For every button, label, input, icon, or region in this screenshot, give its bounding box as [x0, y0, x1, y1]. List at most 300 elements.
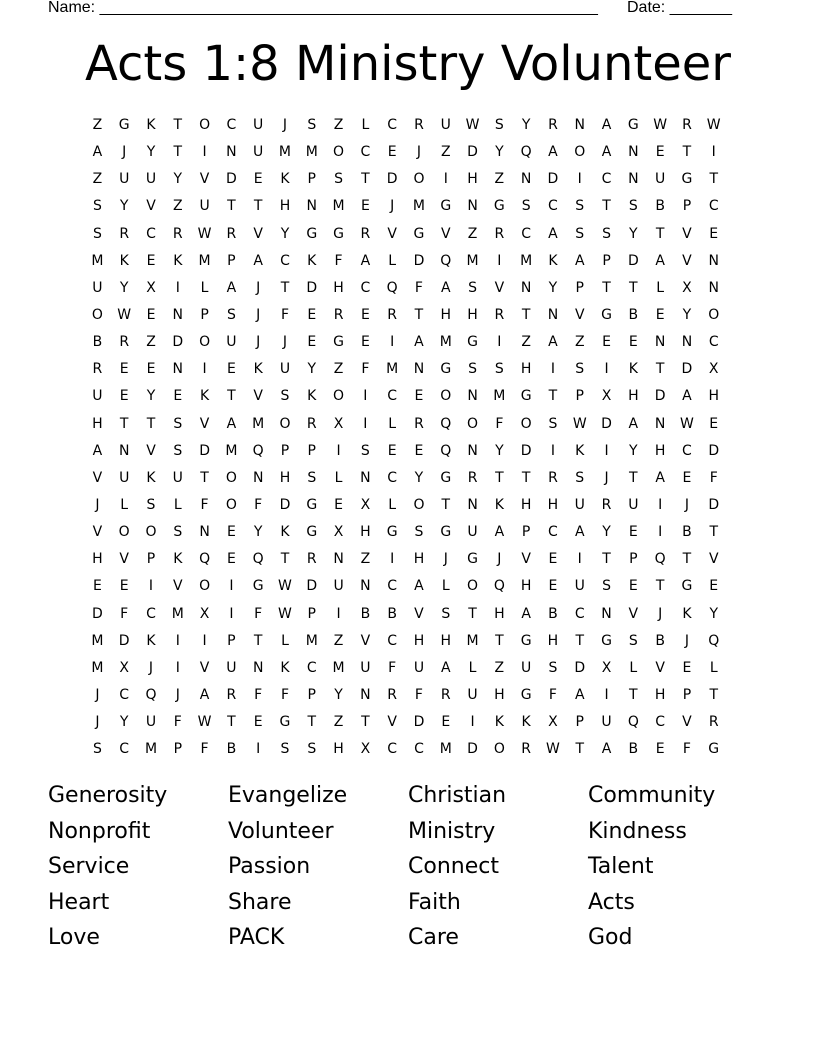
grid-letter[interactable]: D — [654, 388, 666, 405]
grid-letter[interactable]: P — [227, 252, 236, 269]
grid-letter[interactable]: S — [575, 198, 585, 215]
grid-letter[interactable]: Y — [119, 714, 129, 731]
grid-letter[interactable]: T — [495, 469, 504, 486]
grid-letter[interactable]: W — [546, 741, 560, 758]
grid-letter[interactable]: C — [306, 659, 317, 676]
grid-letter[interactable]: P — [307, 171, 316, 188]
grid-letter[interactable]: K — [682, 605, 692, 622]
grid-letter[interactable]: T — [709, 524, 718, 541]
grid-letter[interactable]: A — [440, 659, 451, 676]
grid-letter[interactable]: B — [387, 605, 397, 622]
grid-letter[interactable]: Q — [145, 686, 157, 703]
grid-letter[interactable]: A — [655, 469, 665, 486]
grid-letter[interactable]: U — [574, 578, 585, 595]
grid-letter[interactable]: G — [681, 578, 693, 595]
grid-letter[interactable]: C — [387, 117, 398, 133]
grid-letter[interactable]: L — [120, 496, 129, 513]
grid-letter[interactable]: J — [390, 198, 395, 215]
grid-letter[interactable]: L — [468, 659, 477, 676]
grid-letter[interactable]: Z — [333, 632, 344, 649]
grid-letter[interactable]: T — [173, 144, 183, 161]
grid-letter[interactable]: I — [604, 686, 609, 703]
grid-letter[interactable]: G — [681, 171, 693, 188]
grid-letter[interactable]: L — [200, 279, 209, 296]
grid-letter[interactable]: E — [360, 198, 370, 215]
grid-letter[interactable]: L — [334, 469, 343, 486]
grid-letter[interactable]: I — [229, 605, 234, 622]
grid-letter[interactable]: T — [307, 714, 317, 731]
grid-letter[interactable]: E — [146, 306, 156, 323]
grid-letter[interactable]: O — [279, 415, 291, 432]
grid-letter[interactable]: P — [173, 741, 183, 758]
grid-letter[interactable]: U — [92, 388, 103, 405]
grid-letter[interactable]: E — [360, 306, 370, 323]
grid-letter[interactable]: R — [92, 361, 103, 378]
grid-letter[interactable]: A — [655, 252, 665, 269]
grid-letter[interactable]: P — [602, 252, 611, 269]
grid-letter[interactable]: T — [655, 361, 665, 378]
grid-letter[interactable]: I — [202, 361, 207, 378]
grid-letter[interactable]: T — [361, 714, 370, 731]
grid-letter[interactable]: V — [440, 225, 451, 242]
grid-letter[interactable]: L — [388, 415, 397, 432]
grid-letter[interactable]: S — [602, 225, 611, 242]
grid-letter[interactable]: H — [440, 306, 452, 323]
grid-letter[interactable]: M — [439, 334, 452, 351]
grid-letter[interactable]: G — [413, 225, 425, 242]
grid-letter[interactable]: V — [682, 252, 692, 269]
grid-letter[interactable]: Q — [252, 551, 264, 568]
grid-letter[interactable]: Q — [654, 551, 666, 568]
grid-letter[interactable]: K — [494, 714, 504, 731]
grid-letter[interactable]: D — [467, 741, 478, 758]
grid-letter[interactable]: M — [91, 632, 104, 649]
grid-letter[interactable]: D — [199, 442, 210, 459]
grid-letter[interactable]: W — [572, 415, 587, 432]
grid-letter[interactable]: C — [387, 578, 398, 595]
grid-letter[interactable]: P — [575, 714, 584, 731]
grid-letter[interactable]: E — [307, 334, 317, 351]
grid-letter[interactable]: R — [414, 415, 424, 432]
grid-letter[interactable]: X — [708, 361, 719, 378]
grid-letter[interactable]: Z — [333, 714, 344, 731]
grid-letter[interactable]: Z — [333, 117, 344, 133]
grid-letter[interactable]: H — [494, 605, 505, 622]
grid-letter[interactable]: C — [387, 388, 398, 405]
grid-letter[interactable]: Y — [629, 442, 638, 459]
grid-letter[interactable]: M — [439, 741, 452, 758]
grid-letter[interactable]: Z — [574, 334, 585, 351]
grid-letter[interactable]: C — [280, 252, 290, 269]
grid-letter[interactable]: E — [387, 442, 397, 459]
grid-letter[interactable]: H — [520, 361, 532, 378]
grid-letter[interactable]: S — [307, 117, 317, 133]
grid-letter[interactable]: K — [307, 252, 317, 269]
grid-letter[interactable]: U — [92, 279, 103, 296]
grid-letter[interactable]: Y — [495, 442, 504, 459]
grid-letter[interactable]: B — [682, 524, 692, 541]
grid-letter[interactable]: Y — [495, 144, 504, 161]
grid-letter[interactable]: Q — [252, 442, 264, 459]
grid-letter[interactable]: E — [226, 551, 236, 568]
grid-letter[interactable]: E — [628, 524, 638, 541]
grid-letter[interactable]: T — [253, 632, 263, 649]
grid-letter[interactable]: L — [709, 659, 718, 676]
grid-letter[interactable]: K — [521, 714, 531, 731]
grid-letter[interactable]: V — [92, 469, 103, 486]
grid-letter[interactable]: P — [307, 686, 316, 703]
grid-letter[interactable]: R — [708, 714, 719, 731]
grid-letter[interactable]: D — [708, 496, 720, 513]
grid-letter[interactable]: E — [226, 361, 236, 378]
grid-letter[interactable]: S — [92, 198, 102, 215]
grid-letter[interactable]: N — [360, 469, 371, 486]
grid-letter[interactable]: Z — [467, 225, 478, 242]
grid-letter[interactable]: S — [360, 442, 370, 459]
grid-letter[interactable]: K — [280, 659, 290, 676]
grid-letter[interactable]: G — [440, 524, 452, 541]
grid-letter[interactable]: E — [253, 171, 263, 188]
grid-letter[interactable]: D — [279, 496, 291, 513]
grid-letter[interactable]: K — [146, 632, 156, 649]
grid-letter[interactable]: A — [601, 144, 612, 161]
grid-letter[interactable]: K — [253, 361, 263, 378]
grid-letter[interactable]: T — [227, 714, 236, 731]
grid-letter[interactable]: H — [413, 632, 425, 649]
grid-letter[interactable]: I — [497, 334, 502, 351]
grid-letter[interactable]: H — [333, 279, 344, 296]
grid-letter[interactable]: C — [521, 225, 532, 242]
grid-letter[interactable]: H — [92, 415, 103, 432]
grid-letter[interactable]: U — [628, 496, 639, 513]
grid-letter[interactable]: F — [709, 469, 718, 486]
grid-letter[interactable]: C — [119, 741, 130, 758]
grid-letter[interactable]: J — [175, 686, 180, 703]
grid-letter[interactable]: X — [360, 741, 371, 758]
grid-letter[interactable]: C — [601, 171, 612, 188]
grid-letter[interactable]: D — [520, 442, 532, 459]
grid-letter[interactable]: N — [226, 144, 237, 161]
grid-letter[interactable]: M — [252, 415, 265, 432]
grid-letter[interactable]: J — [95, 496, 100, 513]
grid-letter[interactable]: F — [548, 686, 557, 703]
grid-letter[interactable]: J — [282, 117, 288, 133]
grid-letter[interactable]: T — [602, 198, 611, 215]
grid-letter[interactable]: I — [390, 551, 395, 568]
grid-letter[interactable]: X — [548, 714, 558, 731]
grid-letter[interactable]: A — [628, 415, 639, 432]
grid-letter[interactable]: N — [520, 171, 532, 188]
grid-letter[interactable]: T — [709, 171, 718, 188]
grid-letter[interactable]: V — [574, 306, 585, 323]
grid-letter[interactable]: C — [387, 469, 398, 486]
grid-letter[interactable]: R — [467, 469, 478, 486]
grid-letter[interactable]: E — [602, 334, 611, 351]
grid-letter[interactable]: N — [628, 144, 639, 161]
grid-letter[interactable]: Q — [199, 551, 211, 568]
grid-letter[interactable]: A — [521, 605, 531, 622]
grid-letter[interactable]: E — [307, 306, 317, 323]
grid-letter[interactable]: S — [548, 415, 558, 432]
grid-letter[interactable]: Y — [280, 225, 290, 242]
grid-letter[interactable]: G — [601, 306, 612, 323]
grid-letter[interactable]: Y — [173, 171, 183, 188]
grid-letter[interactable]: T — [173, 117, 183, 133]
grid-letter[interactable]: O — [440, 388, 452, 405]
grid-letter[interactable]: K — [199, 388, 210, 405]
grid-letter[interactable]: P — [575, 279, 584, 296]
grid-letter[interactable]: V — [146, 442, 156, 459]
grid-letter[interactable]: C — [119, 686, 130, 703]
grid-letter[interactable]: E — [548, 551, 558, 568]
grid-letter[interactable]: I — [577, 171, 582, 188]
grid-letter[interactable]: H — [279, 469, 291, 486]
grid-letter[interactable]: T — [629, 686, 638, 703]
grid-letter[interactable]: C — [360, 144, 371, 161]
grid-letter[interactable]: S — [468, 279, 477, 296]
grid-letter[interactable]: Z — [440, 144, 451, 161]
grid-letter[interactable]: S — [575, 225, 585, 242]
grid-letter[interactable]: U — [199, 198, 210, 215]
grid-letter[interactable]: M — [305, 632, 318, 649]
grid-letter[interactable]: V — [253, 225, 263, 242]
grid-letter[interactable]: V — [387, 714, 397, 731]
grid-letter[interactable]: D — [306, 578, 318, 595]
grid-letter[interactable]: T — [682, 144, 692, 161]
grid-letter[interactable]: G — [520, 686, 532, 703]
grid-letter[interactable]: Z — [494, 659, 505, 676]
grid-letter[interactable]: U — [521, 659, 532, 676]
grid-letter[interactable]: U — [467, 524, 478, 541]
grid-letter[interactable]: A — [92, 144, 103, 161]
grid-letter[interactable]: T — [119, 415, 129, 432]
grid-letter[interactable]: O — [225, 469, 237, 486]
grid-letter[interactable]: V — [199, 659, 210, 676]
grid-letter[interactable]: F — [254, 496, 263, 513]
grid-letter[interactable]: R — [172, 225, 183, 242]
grid-letter[interactable]: H — [92, 551, 103, 568]
grid-letter[interactable]: N — [360, 686, 371, 703]
grid-letter[interactable]: F — [334, 252, 343, 269]
grid-letter[interactable]: F — [254, 686, 263, 703]
grid-letter[interactable]: P — [575, 388, 584, 405]
grid-letter[interactable]: N — [467, 442, 478, 459]
grid-letter[interactable]: E — [146, 361, 156, 378]
grid-letter[interactable]: R — [548, 117, 558, 133]
grid-letter[interactable]: K — [280, 171, 290, 188]
grid-letter[interactable]: F — [254, 605, 263, 622]
grid-letter[interactable]: S — [307, 469, 317, 486]
grid-letter[interactable]: P — [227, 632, 236, 649]
grid-letter[interactable]: V — [119, 551, 129, 568]
grid-letter[interactable]: U — [172, 469, 183, 486]
grid-letter[interactable]: I — [175, 659, 180, 676]
grid-letter[interactable]: Y — [307, 361, 317, 378]
grid-letter[interactable]: D — [413, 252, 425, 269]
grid-letter[interactable]: V — [708, 551, 719, 568]
grid-letter[interactable]: A — [440, 279, 451, 296]
grid-letter[interactable]: Y — [602, 524, 611, 541]
grid-letter[interactable]: J — [256, 334, 261, 351]
grid-letter[interactable]: R — [387, 686, 398, 703]
grid-letter[interactable]: E — [682, 659, 692, 676]
grid-letter[interactable]: Y — [629, 225, 638, 242]
grid-letter[interactable]: A — [574, 252, 585, 269]
grid-letter[interactable]: N — [654, 334, 666, 351]
grid-letter[interactable]: Y — [682, 306, 692, 323]
grid-letter[interactable]: G — [386, 524, 398, 541]
grid-letter[interactable]: W — [197, 714, 212, 731]
grid-letter[interactable]: E — [414, 442, 424, 459]
grid-letter[interactable]: M — [91, 252, 104, 269]
grid-letter[interactable]: T — [629, 469, 638, 486]
grid-letter[interactable]: Y — [146, 144, 156, 161]
grid-letter[interactable]: Y — [414, 469, 424, 486]
grid-letter[interactable]: A — [414, 334, 424, 351]
grid-letter[interactable]: I — [390, 334, 395, 351]
grid-letter[interactable]: V — [628, 605, 639, 622]
grid-letter[interactable]: S — [146, 496, 156, 513]
grid-letter[interactable]: E — [709, 415, 719, 432]
grid-letter[interactable]: M — [412, 198, 425, 215]
grid-letter[interactable]: M — [305, 144, 318, 161]
grid-letter[interactable]: Y — [253, 524, 263, 541]
grid-letter[interactable]: U — [119, 171, 130, 188]
grid-letter[interactable]: D — [413, 714, 425, 731]
grid-letter[interactable]: Q — [627, 714, 639, 731]
grid-letter[interactable]: I — [470, 714, 475, 731]
grid-letter[interactable]: F — [173, 714, 182, 731]
grid-letter[interactable]: E — [253, 714, 263, 731]
grid-letter[interactable]: T — [575, 632, 585, 649]
grid-letter[interactable]: X — [682, 279, 692, 296]
grid-letter[interactable]: F — [414, 686, 423, 703]
grid-letter[interactable]: M — [466, 632, 479, 649]
grid-letter[interactable]: G — [440, 469, 452, 486]
grid-letter[interactable]: A — [548, 144, 558, 161]
grid-letter[interactable]: O — [413, 496, 425, 513]
grid-letter[interactable]: F — [280, 686, 289, 703]
grid-letter[interactable]: S — [226, 306, 236, 323]
grid-letter[interactable]: I — [363, 388, 368, 405]
grid-letter[interactable]: I — [202, 144, 207, 161]
grid-letter[interactable]: P — [521, 524, 531, 541]
grid-letter[interactable]: D — [708, 442, 720, 459]
grid-letter[interactable]: A — [548, 225, 558, 242]
grid-letter[interactable]: L — [173, 496, 182, 513]
grid-letter[interactable]: I — [658, 524, 663, 541]
grid-letter[interactable]: H — [360, 524, 371, 541]
grid-letter[interactable]: S — [173, 415, 183, 432]
grid-letter[interactable]: G — [493, 198, 505, 215]
grid-letter[interactable]: V — [682, 714, 692, 731]
grid-letter[interactable]: A — [494, 524, 505, 541]
grid-letter[interactable]: O — [199, 117, 211, 133]
grid-letter[interactable]: I — [711, 144, 716, 161]
grid-letter[interactable]: D — [172, 334, 184, 351]
grid-letter[interactable]: E — [548, 578, 558, 595]
grid-letter[interactable]: I — [175, 279, 180, 296]
grid-letter[interactable]: J — [148, 659, 154, 676]
grid-letter[interactable]: C — [414, 741, 424, 758]
grid-letter[interactable]: X — [360, 496, 371, 513]
grid-letter[interactable]: A — [574, 686, 585, 703]
grid-letter[interactable]: D — [306, 279, 318, 296]
grid-letter[interactable]: R — [306, 415, 317, 432]
grid-letter[interactable]: V — [655, 659, 665, 676]
grid-letter[interactable]: F — [414, 279, 423, 296]
grid-letter[interactable]: P — [307, 442, 316, 459]
grid-letter[interactable]: D — [386, 171, 398, 188]
grid-letter[interactable]: H — [494, 686, 505, 703]
grid-letter[interactable]: G — [467, 551, 478, 568]
grid-letter[interactable]: E — [414, 388, 424, 405]
grid-letter[interactable]: T — [280, 551, 290, 568]
grid-letter[interactable]: Q — [440, 252, 452, 269]
grid-letter[interactable]: I — [148, 578, 154, 595]
grid-letter[interactable]: V — [414, 605, 424, 622]
grid-letter[interactable]: G — [118, 117, 130, 133]
grid-letter[interactable]: B — [548, 605, 558, 622]
grid-letter[interactable]: X — [199, 605, 210, 622]
grid-letter[interactable]: J — [443, 551, 448, 568]
grid-letter[interactable]: U — [145, 714, 157, 731]
grid-letter[interactable]: B — [360, 605, 371, 622]
grid-letter[interactable]: R — [360, 225, 371, 242]
grid-letter[interactable]: G — [467, 334, 478, 351]
grid-letter[interactable]: H — [520, 578, 532, 595]
grid-letter[interactable]: N — [306, 198, 318, 215]
grid-letter[interactable]: X — [333, 415, 344, 432]
grid-letter[interactable]: Z — [146, 334, 156, 351]
grid-letter[interactable]: E — [709, 225, 719, 242]
grid-letter[interactable]: G — [306, 496, 318, 513]
grid-letter[interactable]: O — [91, 306, 103, 323]
grid-letter[interactable]: S — [575, 469, 585, 486]
grid-letter[interactable]: E — [119, 388, 129, 405]
grid-letter[interactable]: S — [92, 741, 102, 758]
grid-letter[interactable]: L — [388, 252, 397, 269]
grid-letter[interactable]: K — [494, 496, 504, 513]
grid-letter[interactable]: N — [413, 361, 425, 378]
grid-letter[interactable]: O — [574, 144, 586, 161]
grid-letter[interactable]: O — [333, 144, 345, 161]
grid-letter[interactable]: I — [577, 551, 582, 568]
grid-letter[interactable]: U — [440, 117, 451, 133]
grid-letter[interactable]: Q — [708, 632, 720, 649]
grid-letter[interactable]: C — [682, 442, 692, 459]
grid-letter[interactable]: J — [95, 714, 100, 731]
grid-letter[interactable]: R — [226, 225, 237, 242]
grid-letter[interactable]: S — [441, 605, 451, 622]
grid-letter[interactable]: G — [333, 334, 344, 351]
grid-letter[interactable]: T — [200, 469, 209, 486]
grid-letter[interactable]: X — [146, 279, 156, 296]
grid-letter[interactable]: E — [655, 741, 665, 758]
grid-letter[interactable]: T — [521, 469, 531, 486]
grid-letter[interactable]: H — [654, 686, 666, 703]
grid-letter[interactable]: F — [200, 496, 209, 513]
grid-letter[interactable]: U — [467, 686, 478, 703]
grid-letter[interactable]: O — [118, 524, 130, 541]
grid-letter[interactable]: C — [360, 279, 371, 296]
grid-letter[interactable]: K — [548, 252, 558, 269]
grid-letter[interactable]: E — [655, 306, 665, 323]
grid-letter[interactable]: R — [494, 306, 505, 323]
grid-letter[interactable]: P — [629, 551, 638, 568]
grid-letter[interactable]: F — [361, 361, 370, 378]
grid-letter[interactable]: A — [226, 415, 237, 432]
